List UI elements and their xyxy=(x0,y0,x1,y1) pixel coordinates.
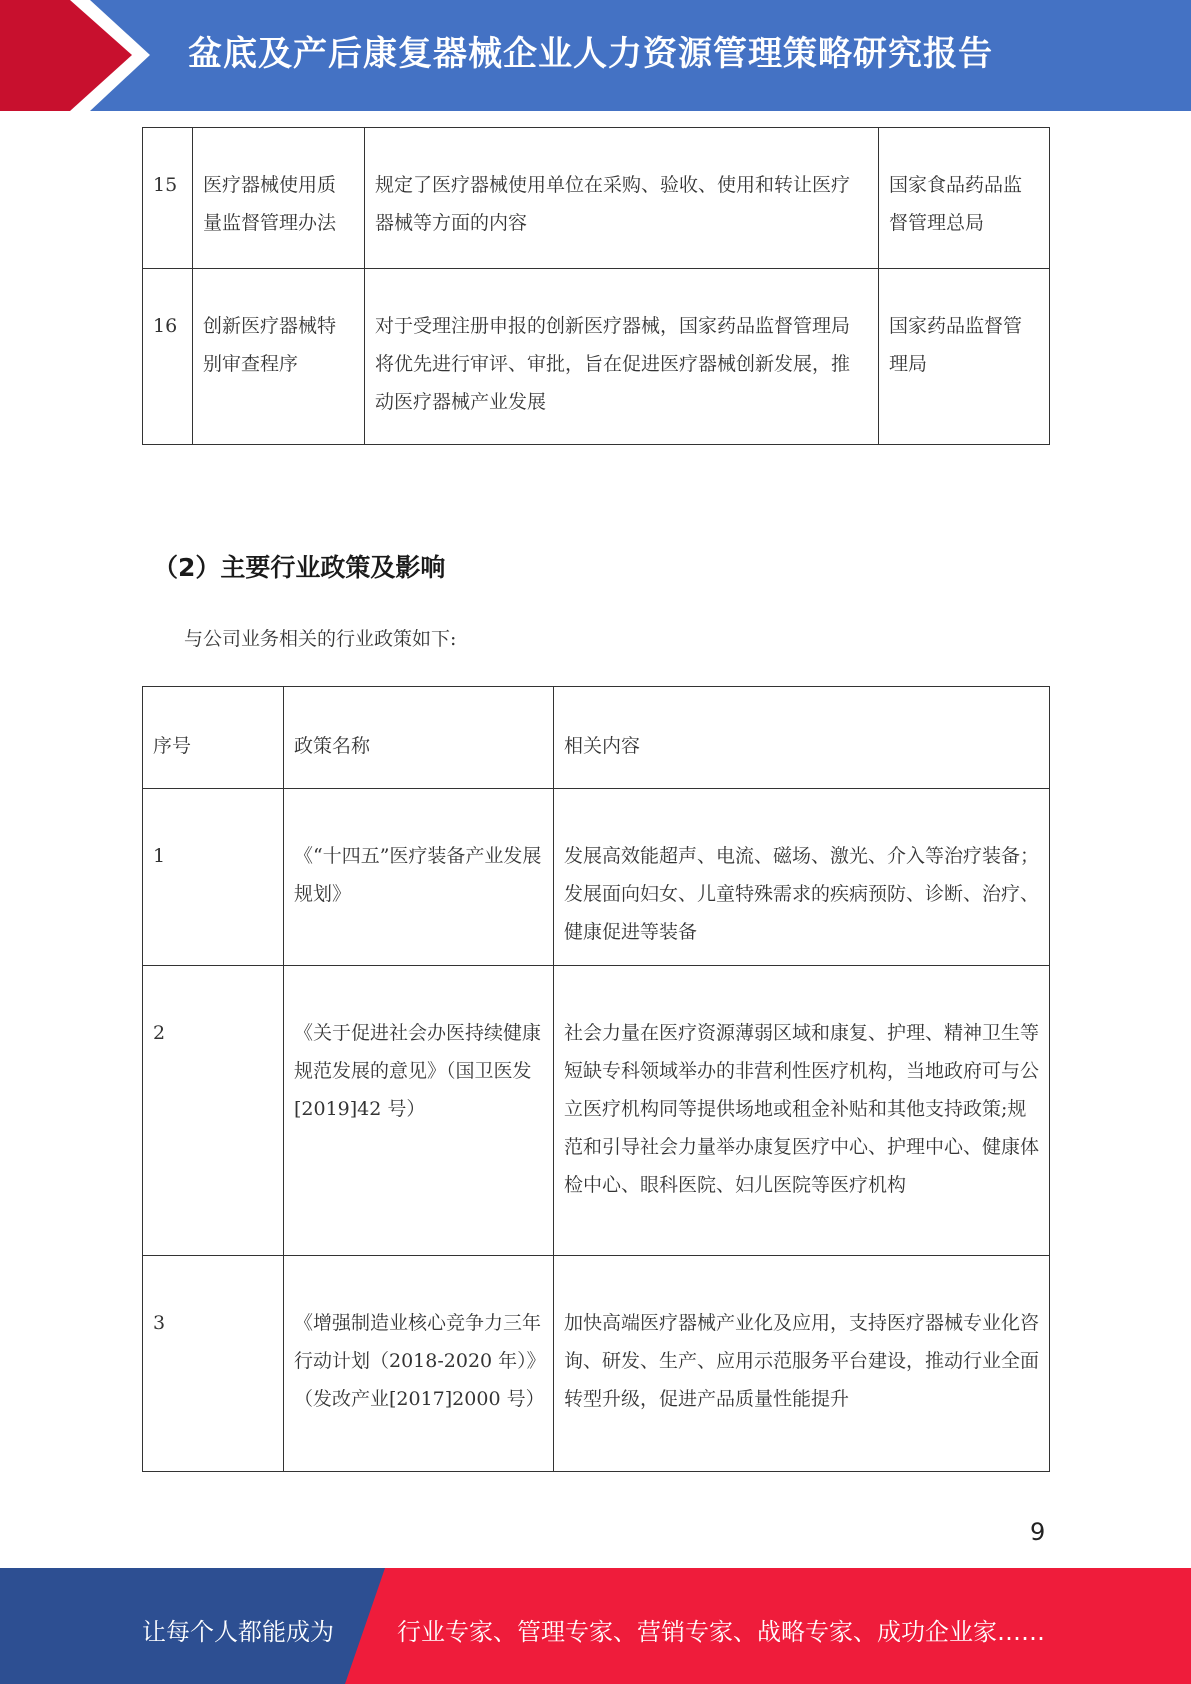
column-header-content: 相关内容 xyxy=(554,687,1050,789)
table-row xyxy=(143,789,1050,966)
table-row xyxy=(143,128,1050,269)
issuing-authority: 国家食品药品监督管理总局 xyxy=(879,128,1050,269)
issuing-authority: 国家药品监督管理局 xyxy=(879,269,1050,445)
footer-slogan-left: 让每个人都能成为 xyxy=(142,1618,334,1646)
document-title: 盆底及产后康复器械企业人力资源管理策略研究报告 xyxy=(188,34,993,74)
policy-content: 发展高效能超声、电流、磁场、激光、介入等治疗装备；发展面向妇女、儿童特殊需求的疾病预防、诊断、治疗、健康促进等装备 xyxy=(554,789,1050,966)
column-header-policy-name: 政策名称 xyxy=(284,687,554,789)
policy-name: 《关于促进社会办医持续健康规范发展的意见》（国卫医发[2019]42 号） xyxy=(284,966,554,1256)
row-number: 1 xyxy=(143,789,284,966)
table-row xyxy=(143,269,1050,445)
header-banner xyxy=(0,0,1191,111)
section-intro: 与公司业务相关的行业政策如下: xyxy=(184,628,457,650)
policy-name: 《“十四五”医疗装备产业发展规划》 xyxy=(284,789,554,966)
policy-table xyxy=(142,686,1050,1472)
section-heading: （2）主要行业政策及影响 xyxy=(153,553,446,582)
table-row xyxy=(143,966,1050,1256)
page-number: 9 xyxy=(1030,1518,1046,1546)
policy-content: 社会力量在医疗资源薄弱区域和康复、护理、精神卫生等短缺专科领域举办的非营利性医疗机构，当地政府可与公立医疗机构同等提供场地或租金补贴和其他支持政策;规范和引导社会力量举办康复医疗中心、护理中心、健康体检中心、眼科医院、妇儿医院等医疗机构 xyxy=(554,966,1050,1256)
table-header-row xyxy=(143,687,1050,789)
regulation-name: 医疗器械使用质量监督管理办法 xyxy=(193,128,365,269)
table-row xyxy=(143,1256,1050,1472)
regulation-table xyxy=(142,127,1050,445)
regulation-content: 对于受理注册申报的创新医疗器械，国家药品监督管理局将优先进行审评、审批，旨在促进医疗器械创新发展，推动医疗器械产业发展 xyxy=(365,269,879,445)
policy-name: 《增强制造业核心竞争力三年行动计划（2018-2020 年）》（发改产业[2017]2000 号） xyxy=(284,1256,554,1472)
header-arrow-decoration xyxy=(0,0,150,111)
regulation-name: 创新医疗器械特别审查程序 xyxy=(193,269,365,445)
row-number: 2 xyxy=(143,966,284,1256)
row-number: 15 xyxy=(143,128,193,269)
regulation-content: 规定了医疗器械使用单位在采购、验收、使用和转让医疗器械等方面的内容 xyxy=(365,128,879,269)
row-number: 16 xyxy=(143,269,193,445)
row-number: 3 xyxy=(143,1256,284,1472)
policy-content: 加快高端医疗器械产业化及应用，支持医疗器械专业化咨询、研发、生产、应用示范服务平台建设，推动行业全面转型升级，促进产品质量性能提升 xyxy=(554,1256,1050,1472)
column-header-number: 序号 xyxy=(143,687,284,789)
footer-slogan-right: 行业专家、管理专家、营销专家、战略专家、成功企业家…… xyxy=(397,1618,1045,1646)
footer-banner xyxy=(0,1568,1191,1684)
